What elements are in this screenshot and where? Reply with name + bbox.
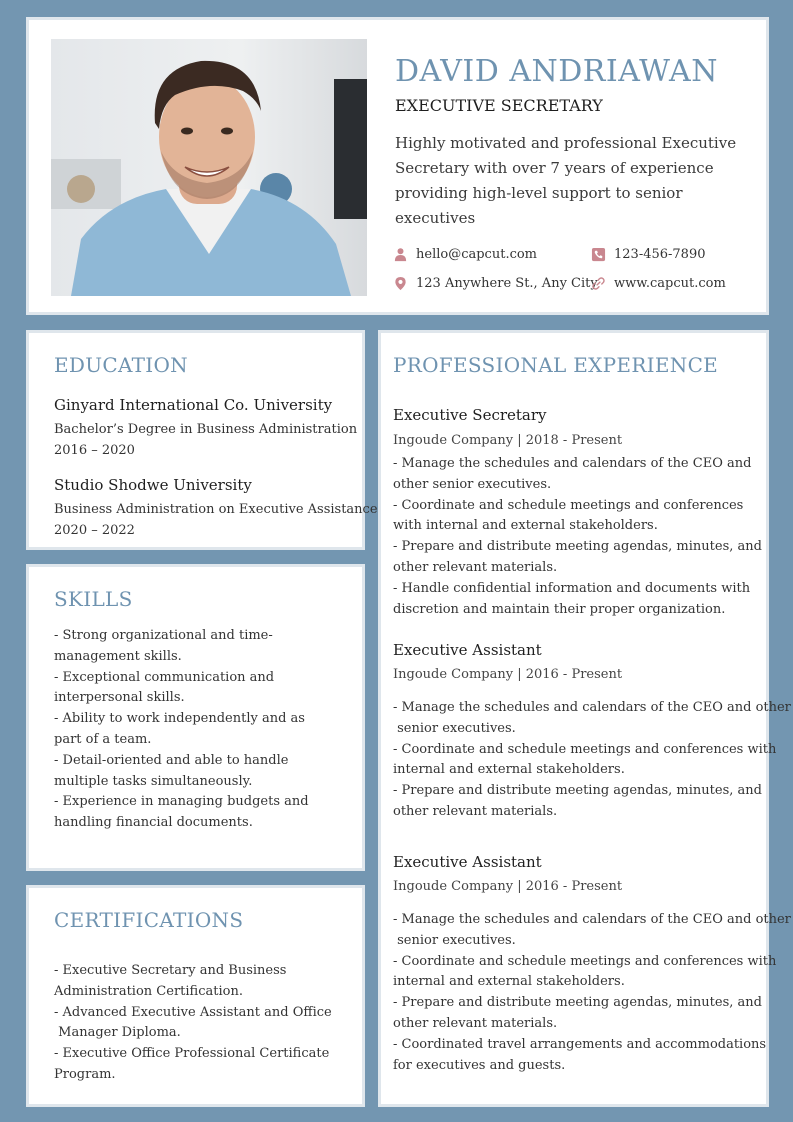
list-item: internal and external stakeholders. <box>393 974 625 990</box>
job-company: Ingoude Company | 2018 - Present <box>393 433 623 448</box>
list-item: discretion and maintain their proper organization. <box>393 601 726 617</box>
list-item: - Prepare and distribute meeting agendas, minutes, and <box>393 783 762 799</box>
profile-summary: Highly motivated and professional Executive Secretary with over 7 years of experience providing high-level support to senior executives <box>395 134 737 227</box>
contact-email[interactable] <box>393 247 537 262</box>
list-item: interpersonal skills. <box>54 690 185 706</box>
certifications-heading: CERTIFICATIONS <box>54 908 244 932</box>
education-years: 2020 – 2022 <box>54 523 135 538</box>
certifications-list <box>54 961 332 1086</box>
list-item: for executives and guests. <box>393 1057 566 1073</box>
list-item: - Experience in managing budgets and <box>54 794 309 810</box>
job-title: Executive Secretary <box>393 406 547 424</box>
list-item: - Coordinate and schedule meetings and conferences with <box>393 953 777 969</box>
education-years: 2016 – 2020 <box>54 443 135 458</box>
list-item: - Prepare and distribute meeting agendas, minutes, and <box>393 995 762 1011</box>
list-item: - Exceptional communication and <box>54 669 275 685</box>
list-item: senior executives. <box>393 932 516 948</box>
job-duties <box>393 454 762 620</box>
education-school: Ginyard International Co. University <box>54 396 333 414</box>
email-text[interactable]: hello@capcut.com <box>416 247 538 262</box>
list-item: - Manage the schedules and calendars of the CEO and <box>393 456 752 471</box>
website-text[interactable]: www.capcut.com <box>614 276 726 291</box>
education-degree: Business Administration on Executive Assistance <box>54 502 378 517</box>
list-item: internal and external stakeholders. <box>393 762 625 778</box>
list-item: - Handle confidential information and documents with <box>393 580 751 596</box>
job-company: Ingoude Company | 2016 - Present <box>393 667 623 682</box>
list-item: - Coordinate and schedule meetings and conferences <box>393 497 744 513</box>
job-title: Executive Assistant <box>393 853 542 871</box>
list-item: other relevant materials. <box>393 1015 558 1031</box>
list-item: - Executive Secretary and Business <box>54 963 287 978</box>
address-text: 123 Anywhere St., Any City <box>416 276 598 291</box>
link-icon <box>591 276 606 291</box>
phone-icon <box>591 247 606 262</box>
list-item: with internal and external stakeholders. <box>393 518 658 534</box>
list-item: senior executives. <box>393 720 516 736</box>
list-item: Administration Certification. <box>54 983 243 999</box>
list-item: management skills. <box>54 648 182 664</box>
list-item: part of a team. <box>54 731 152 747</box>
skills-list <box>54 626 309 834</box>
skills-heading: SKILLS <box>54 587 133 611</box>
job-title: Executive Assistant <box>393 641 542 659</box>
list-item: - Detail-oriented and able to handle <box>54 752 289 768</box>
job-company: Ingoude Company | 2016 - Present <box>393 879 623 894</box>
list-item: other relevant materials. <box>393 803 558 819</box>
job-duties <box>393 698 791 823</box>
list-item: - Advanced Executive Assistant and Office <box>54 1004 332 1020</box>
list-item: multiple tasks simultaneously. <box>54 773 253 789</box>
job-duties <box>393 910 791 1076</box>
education-card <box>26 330 378 550</box>
list-item: other relevant materials. <box>393 559 558 575</box>
skills-card <box>26 564 365 871</box>
experience-heading: PROFESSIONAL EXPERIENCE <box>393 353 719 377</box>
header-card <box>26 17 769 315</box>
location-pin-icon <box>393 276 408 291</box>
profile-photo <box>51 39 367 296</box>
experience-card <box>378 330 791 1107</box>
job-title-heading: EXECUTIVE SECRETARY <box>395 96 603 115</box>
education-school: Studio Shodwe University <box>54 476 252 494</box>
list-item: - Manage the schedules and calendars of the CEO and other <box>393 700 791 715</box>
list-item: - Coordinated travel arrangements and accommodations <box>393 1036 767 1052</box>
list-item: - Coordinate and schedule meetings and conferences with <box>393 741 777 757</box>
education-heading: EDUCATION <box>54 353 188 377</box>
contact-address <box>393 276 598 291</box>
list-item: other senior executives. <box>393 476 552 492</box>
list-item: Manager Diploma. <box>54 1025 181 1041</box>
list-item: - Executive Office Professional Certificate <box>54 1046 330 1062</box>
contact-phone[interactable] <box>591 247 706 262</box>
contact-website[interactable] <box>591 276 726 291</box>
candidate-name: DAVID ANDRIAWAN <box>395 54 718 89</box>
education-degree: Bachelor’s Degree in Business Administration <box>54 422 358 437</box>
list-item: - Ability to work independently and as <box>54 711 305 727</box>
list-item: handling financial documents. <box>54 815 253 831</box>
list-item: - Manage the schedules and calendars of the CEO and other <box>393 912 791 927</box>
profile-photo-illustration <box>51 39 367 296</box>
certifications-card <box>26 885 365 1107</box>
list-item: - Prepare and distribute meeting agendas, minutes, and <box>393 539 762 555</box>
person-icon <box>393 247 408 262</box>
list-item: Program. <box>54 1066 116 1082</box>
phone-text[interactable]: 123-456-7890 <box>614 247 706 262</box>
list-item: - Strong organizational and time- <box>54 628 273 643</box>
